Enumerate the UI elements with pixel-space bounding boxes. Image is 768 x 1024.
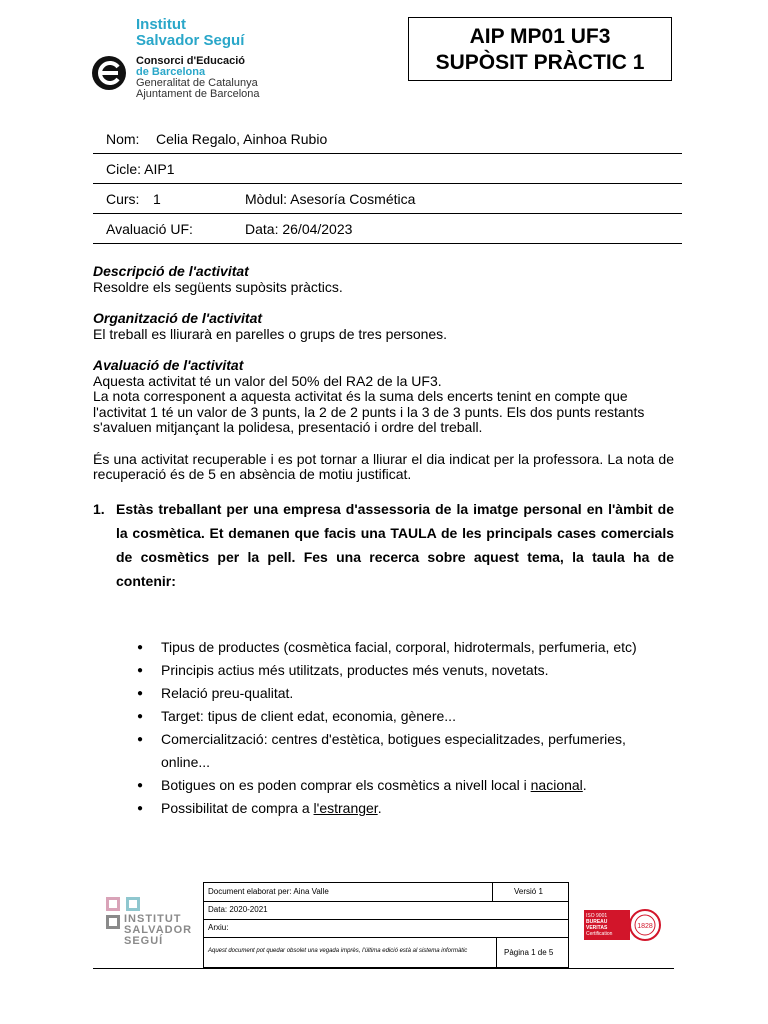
bv-cert-label: Certification: [586, 931, 613, 937]
info-row-cicle: [93, 154, 682, 184]
question-number: 1.: [93, 501, 105, 517]
doc-version: Versió 1: [514, 887, 543, 896]
description-text: Resoldre els següents supòsits pràctics.: [93, 278, 343, 295]
avaluacio-label: Avaluació UF:: [106, 221, 193, 237]
list-item: ● Tipus de productes (cosmètica facial, corporal, hidrotermals, perfumeria, etc): [137, 636, 657, 659]
info-row-name: [93, 124, 682, 154]
consorci-line1: Consorci d'Educació: [136, 55, 245, 67]
logo-square-icon: [106, 915, 120, 929]
list-item: ● Relació preu-qualitat.: [137, 682, 657, 705]
bureau-veritas-certification-logo: [584, 910, 664, 940]
list-item-text: Possibilitat de compra a: [161, 800, 314, 816]
document-title-box: [408, 17, 672, 81]
footer-row: [204, 883, 568, 902]
requirements-list: [137, 636, 657, 820]
list-item-text: Botigues on es poden comprar els cosmètics a nivell local i: [161, 777, 531, 793]
student-info-table: [93, 124, 682, 244]
institute-line1: Institut: [136, 16, 186, 33]
footer-row: [204, 937, 568, 967]
activity-details: [93, 264, 674, 483]
footer-logo-line1: INSTITUT: [124, 913, 182, 925]
footer-logo-line2: SALVADOR: [124, 924, 193, 936]
consorci-e-logo-icon: [92, 56, 126, 90]
consorci-line4: Ajuntament de Barcelona: [136, 88, 260, 100]
footer-row: [204, 901, 568, 920]
doc-arxiu: Arxiu:: [208, 923, 229, 932]
organization-text: El treball es lliurarà en parelles o grups de tres persones.: [93, 325, 448, 342]
doc-author: Document elaborat per: Aina Valle: [208, 887, 329, 896]
logo-square-icon: [106, 897, 120, 911]
nacional-word: nacional: [530, 777, 583, 793]
evaluation-heading: Avaluació de l'activitat: [93, 357, 244, 373]
list-item-period: .: [582, 777, 587, 793]
doc-notice: Aquest document pot quedar obsolet una vegada imprès, l'última edició està al sistema informàtic: [208, 948, 468, 954]
list-item: ● Target: tipus de client edat, economia, gènere...: [137, 705, 657, 728]
curs-label: Curs:: [106, 191, 140, 207]
evaluation-line2: La nota corresponent a aquesta activitat és la suma dels encerts tenint en compte que l'activitat 1 té un valor de 3 punts, la 2 de 2 punts i la 3 de 3 punts. Els dos punts restants s'avaluen mitjançant la polidesa, presentació i ordre del treball.: [93, 388, 645, 435]
consorci-line3: Generalitat de Catalunya: [136, 77, 258, 89]
title-line1: AIP MP01 UF3: [469, 25, 611, 48]
list-item-period: .: [377, 800, 382, 816]
doc-date: Data: 2020-2021: [208, 905, 268, 914]
cicle-value: Cicle: AIP1: [106, 161, 175, 177]
institute-logo-text: [136, 17, 244, 49]
bv-seal-year: 1828: [637, 923, 653, 930]
curs-value: 1: [153, 191, 161, 207]
bv-name: BUREAU VERITAS: [586, 919, 608, 931]
evaluation-line1: Aquesta activitat té un valor del 50% del RA2 de la UF3.: [93, 372, 442, 389]
footer-logo-line3: SEGUÍ: [124, 935, 164, 947]
estranger-word: l'estranger: [313, 800, 378, 816]
footer-logo-text: [124, 914, 192, 947]
title-line2: SUPÒSIT PRÀCTIC 1: [435, 51, 645, 74]
list-item: [137, 774, 657, 797]
organization-heading: Organització de l'activitat: [93, 310, 263, 326]
list-item: ● Comercialització: centres d'estètica, botigues especialitzades, perfumeries, online...: [137, 728, 657, 774]
institute-line2: Salvador Seguí: [136, 32, 245, 49]
footer-row: [204, 919, 568, 938]
description-heading: Descripció de l'activitat: [93, 263, 249, 279]
footer-divider: [93, 968, 674, 969]
bv-seal-icon: [628, 908, 662, 942]
info-row-avaluacio: [93, 214, 682, 244]
nom-value: Celia Regalo, Ainhoa Rubio: [156, 131, 328, 147]
data-value: Data: 26/04/2023: [245, 221, 353, 237]
question-text: Estàs treballant per una empresa d'assessoria de la imatge personal en l'àmbit de la cosmètica. Et demanen que facis una TAULA de les principals cases comercials de cosmètics per la pell. Fes una recerca sobre aquest tema, la taula ha de contenir:: [116, 501, 674, 589]
info-row-curs: [93, 184, 682, 214]
consorci-logo-text: [136, 56, 260, 100]
nom-label: Nom:: [106, 131, 140, 147]
list-item: [137, 797, 657, 820]
footer-document-table: [203, 882, 569, 968]
bv-iso-label: ISO 9001: [586, 913, 608, 919]
evaluation-line3: És una activitat recuperable i es pot tornar a lliurar el dia indicat per la professora. La nota de recuperació és de 5 en absència de motiu justificat.: [93, 450, 674, 482]
page-number: Pàgina 1 de 5: [504, 948, 554, 957]
modul-value: Mòdul: Asesoría Cosmética: [245, 191, 416, 207]
consorci-line2: de Barcelona: [136, 66, 206, 78]
question-1: [93, 497, 674, 593]
logo-square-icon: [126, 897, 140, 911]
list-item: ● Principis actius més utilitzats, productes més venuts, novetats.: [137, 659, 657, 682]
